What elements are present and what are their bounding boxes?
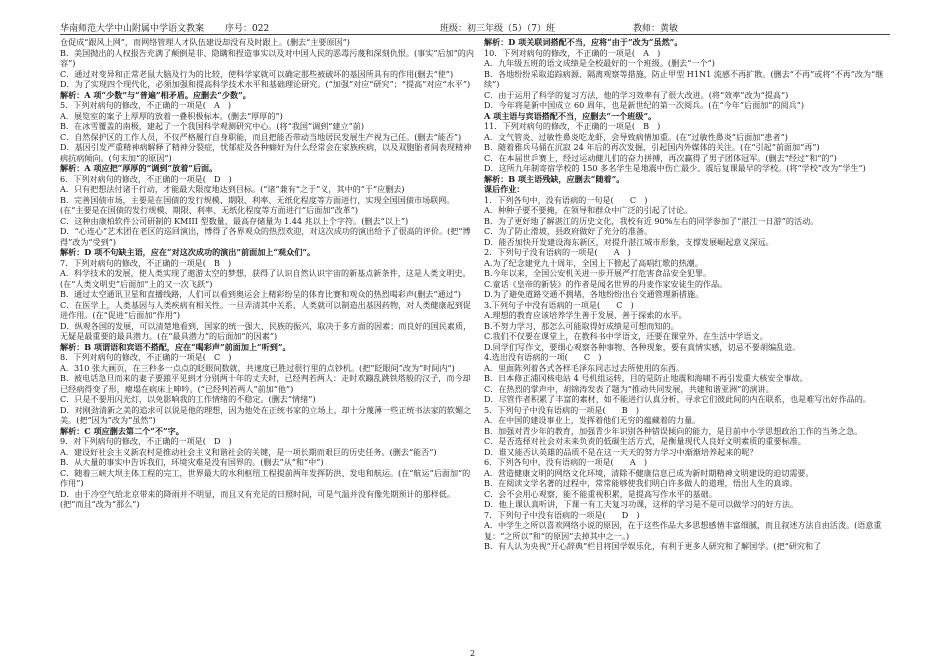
analysis-line: 解析：D 项不句缺主语，应在“对这次成功的演出”前面加上“观众们”。 bbox=[60, 247, 316, 257]
text-line: D．“心连心”艺术团在老区的巡回演出，博得了各界观众的热烈欢迎，对这次成功的演出给予了很高的评价。(把“博得”改为“受到”) bbox=[60, 226, 471, 247]
text-line: B．被电话急旦而来的妻子要踉平见到才分别两十年的丈夫时，已经判若两人：走时欢蹦乱跳铁塔般的汉子，而今却已经病得变了形，瘪塌在病床上呻吟。(“已经判若两人”前加“他”) bbox=[60, 373, 471, 394]
text-line: A．营造健康文明的网络文化环境，清除不健康信息已成为新时期精神文明建设的迫切需要。 bbox=[484, 467, 814, 478]
text-line: 2．下列句子没有语病的一项是( A ) bbox=[484, 247, 631, 257]
text-line: 9．对下列病句的修改，不正确的一项是( D ) bbox=[60, 436, 232, 446]
header-serial: 序号：022 bbox=[225, 24, 270, 34]
text-line: 5．下列对病句的修改，不正确的一项是( A ) bbox=[60, 100, 232, 110]
text-line: D．由于冷空气给北京带来的降雨并不明显，而且又有充足的日照时间，可是气温并没有像先期预计的那样低。(把“而且”改为“那么”) bbox=[60, 488, 455, 509]
analysis-line: 解析：A 项“少数”与“普遍”相矛盾。应删去“少数”。 bbox=[60, 89, 251, 100]
text-line: C.我们不仅要在课堂上，在教科书中学语文，还要在课堂外、在生活中学语文。 bbox=[484, 331, 768, 341]
right-column bbox=[484, 37, 898, 552]
page-number: 2 bbox=[470, 649, 476, 658]
left-column bbox=[60, 37, 474, 510]
text-line: B．随着雅兵马俑在沉寂 24 年后的再次发掘，引起国内外媒体的关注。(在“引起”前面加“再”) bbox=[484, 142, 820, 152]
text-line: C．随着三峡大坝主体工程的完工，世界最大的水利枢纽工程提前两年发挥防洪、发电和航运。(在“航运”后面加“的作用”) bbox=[60, 467, 471, 488]
text-line: C．通过对变异和正常老鼠大脑及行为的比较，使科学家就可以确定那些被破坏的基因所具有的作用(删去“使”) bbox=[60, 68, 454, 79]
text-line: B．各地纷纷采取追踪病源、隔离观察等措施，防止甲型 H1N1 流感不再扩散。(删去“不再”或将“不再”改为“继续”) bbox=[484, 68, 884, 89]
text-line: D．这所九年制寄宿学校的 150 多名学生是地震中伤亡最少、震后复课最早的学校。(将“学校”改为“学生”) bbox=[484, 163, 866, 173]
text-line: A.理想的教育应该培养学生善于发展、善于探索的水平。 bbox=[484, 310, 687, 320]
text-line: A．在中国的建设事业上，发挥着他们无穷的蕴藏着的力量。 bbox=[484, 415, 701, 425]
text-line: C．由于运用了科学的复习方法，他的学习效率有了很大改进。(将“效率”改为“提高”) bbox=[484, 89, 789, 100]
text-line: A．展览室的案子上厚厚的放着一叠积极标本。(删去“厚厚的”) bbox=[60, 110, 283, 121]
analysis-line: 解析：A 项应把“厚厚的”调到“放着”后面。 bbox=[60, 163, 218, 173]
header-teacher: 教师：黄敏 bbox=[633, 24, 679, 34]
analysis-line: 课后作业： bbox=[484, 184, 525, 194]
header-class: 班级：初三年级（5）（7）班 bbox=[440, 24, 555, 34]
text-line: A．科学技术的发展，使人类实现了遨游太空的梦想，获得了认识自然认识宇宙的新基点新条件，这是人类文明史。(在“人类文明史”后面加“上的又一次飞跃”) bbox=[60, 268, 471, 289]
text-line: A．种种子要不要掩，在领导和群众中广泛的引起了讨论。 bbox=[484, 205, 693, 215]
analysis-line: A 项主语与宾语搭配不当，应删去“一个班级”。 bbox=[484, 110, 657, 121]
text-line: C．会不会用心观察，能不能重视积累，是提高写作水平的基础。 bbox=[484, 488, 717, 499]
analysis-line: 解析：D 项关联词搭配不当，应将“由于”改为“虽然”。 bbox=[484, 37, 683, 47]
text-line: B．从大量的事实中告诉我们，环境灾难是没有国界的。(删去“从”和“中”) bbox=[60, 457, 324, 467]
text-line: D.为了避免道路交通不拥堵，各地纷纷出台交通管理新措施。 bbox=[484, 289, 704, 299]
text-line: C．在本届世乒赛上，经过运动健儿们的奋力拼搏，再次赢得了男子团体冠军。(删去“经过”和“的”) bbox=[484, 152, 837, 163]
text-line: 1．下列各句中，没有语病的一句是( C ) bbox=[484, 194, 648, 205]
text-line: A.为了纪念建党九十周年，全国上下掀起了高唱红歌的热潮。 bbox=[484, 257, 703, 268]
analysis-line: 解析：C 项应删去第二个“不”字。 bbox=[60, 425, 184, 436]
text-line: 4.选出没有语病的一项( C ) bbox=[484, 352, 602, 362]
text-line: 6．下列对病句的修改，不正确的一项是( D ) bbox=[60, 173, 232, 184]
text-line: 11．下列对病句的修改，不正确的一项是( B ) bbox=[484, 121, 661, 131]
analysis-line: 解析：B 项谓语和宾语不搭配，应在“喝彩声”前面加上“听到”。 bbox=[60, 341, 291, 352]
page-header bbox=[60, 0, 890, 35]
text-line: B．加强对青少年的教育，加强青少年识别各种错误倾向的能力，是目前中小学思想政治工作的当务之急。 bbox=[484, 425, 863, 436]
text-line: A．建设好社会主义新农村是推动社会主义和谐社会的关键，是一项长期而艰巨的历史任务。(删去“能否”) bbox=[60, 446, 437, 457]
text-line: A．九年级五班的语文成绩是全校最好的一个班级。(删去“一个”) bbox=[484, 58, 715, 68]
text-line: B．日本修正浦冈核电站 4 号机组运转，目的是防止地震和海啸不再引发重大核安全事故。 bbox=[484, 373, 808, 383]
text-line: C.童话《皇帝的新装》的作者是闻名世界的丹麦作家安徒生的作品。 bbox=[484, 278, 728, 289]
text-line: A．里面陈列着各式各样毛泽东同志过去所使用的东西。 bbox=[484, 362, 685, 373]
text-line: 7．下列对病句的修改，不正确的一项是( B ) bbox=[60, 257, 232, 268]
text-line: D．尽管作者积累了丰富的素材，如不能进行认真分析，寻求它们彼此间的内在联系，也是难写出好作品的。 bbox=[484, 394, 871, 404]
header-school: 华南师范大学中山附属中学语文教案 bbox=[60, 24, 205, 34]
text-line: B．有人认为央视“开心辞典”栏目将国学娱乐化，有利于更多人研究和了解国学。(把“研究和了 bbox=[484, 541, 822, 551]
text-line: D．他上课认真听讲，下课一有工夫复习功课，这样的学习是不是可以做学习的好方法。 bbox=[484, 499, 799, 509]
text-line: A．只有把想法付诸于行动，才能最大限度地达到目标。(“诸”兼有“之于”义，其中的“于”应删去) bbox=[60, 184, 405, 194]
text-line: B．为了更好地了解湛江的历史文化，我校有近 90%左右的同学参加了“湛江一日游”的活动。 bbox=[484, 215, 819, 226]
text-line: 3.下列句子中没有语病的一项是( C ) bbox=[484, 299, 634, 310]
text-line: C．只是不要用闪光灯，以免影响我的工作情绪的不稳定。(删去“情绪”) bbox=[60, 394, 316, 404]
text-line: D．纵观各国的发展，可以清楚地看到，国家的统一强大、民族的振兴，取决于多方面的因素；而良好的国民素质，无疑是最重要的最具潜力。(在“最具潜力”的后面加“的因素”) bbox=[60, 320, 472, 341]
text-line: 5．下列句子中没有语病的一项是( B ) bbox=[484, 404, 640, 415]
text-line: D．今年将是新中国成立 60 周年，也是新世纪的第一次阅兵。(在“今年”后面加“的阅兵”) bbox=[484, 100, 804, 110]
text-line: B.不努力学习，那怎么可能取得好成绩是可想而知的。 bbox=[484, 320, 679, 331]
text-line: C．这种由康柏软件公司研制的 KMIII 型数量，最高存储量为 1.44 兆以上个字符。(删去“以上”) bbox=[60, 215, 409, 226]
text-line: 10．下列对病句的修改，不正确的一项是( A ) bbox=[484, 47, 661, 58]
text-line: D．基因引发严重精神病解释了精神分裂症，忧郁症及各种癖好为什么经常会在家族疾病，以及双胞胎者间表现精神病抗病倾向。(句末加“的原因”) bbox=[60, 142, 472, 163]
text-line: B．通过太空通讯卫星和直播线路，人们可以看到奥运会上精彩纷呈的体育比赛和观众的热烈喝彩声(删去“通过”) bbox=[60, 289, 461, 299]
text-line: D.同学们写作文，要细心观察各种事物、各种现象，要有真情实感，切忌不要胡编乱造。 bbox=[484, 341, 801, 352]
text-line: B.今年以来，全国公安机关进一步开展严打危害食品安全犯罪。 bbox=[484, 268, 712, 278]
text-line: A．文气管炎、过敏性鼻炎吃龙虾，会导致病情加重。(在“过敏性鼻炎”后面加“患者”) bbox=[484, 131, 788, 142]
text-line: 仓促成“跟风上网”，而网络管理人才队伍建设却没有及时跟上。(删去“主要原因”) bbox=[60, 37, 350, 47]
text-line: C．在热烈的掌声中，胡锦涛发表了题为“推动共同发展，共建和谐亚洲”的演讲。 bbox=[484, 383, 774, 394]
text-line: 8．下列对病句的修改，不正确的一项是( C ) bbox=[60, 352, 232, 362]
text-line: C．在医学上，人类基因与人类疾病有相关性。一旦弄清其中关系，人类就可以制造出基因药物，对人类健康起到促进作用。(在“促进”后面加“作用”) bbox=[60, 299, 471, 320]
text-line: 7．下列句子中没有语病的一项是( D ) bbox=[484, 509, 640, 520]
text-line: B．完善国债市场，主要是在国债的发行规模、期限、利率、无纸化程度等方面进行，实现全国国债市场联网。(在“主要是在国债的发行规模、期限、利率、无纸化程度等方面进行”后面加“改革”) bbox=[60, 194, 455, 215]
text-line: D．能否加快开发建设海东新区，对提升湛江城市形象，支撑发展崛起意义深远。 bbox=[484, 236, 774, 247]
text-line: A．310 张大画页，在三秒多一点点的眨眼间数就，共速度已胜过很行里的点钞机。(把“眨眼间”改为“时间内”) bbox=[60, 362, 455, 373]
text-line: A．中学生之所以喜欢网络小说的原因，在于这些作品大多思想感情丰富细腻，而且叙述方法自由活泼。(语意重复：“之所以”和“的原因”去掉其中之一。) bbox=[484, 520, 882, 541]
text-line: D．为了实现四个现代化，必须加强和提高科学技术水平和基础理论研究。(“加强”对应“研究”；“提高”对应“水平”) bbox=[60, 79, 471, 89]
analysis-line: 解析：B 项主语残缺，应删去“随着”。 bbox=[484, 173, 625, 184]
text-line: B．美国抛出的人权报告充满了颠倒是非、隐瞒和捏造事实以及对中国人民的恶毒污蔑和深刻仇恨。(事实”后加“的内容”) bbox=[60, 47, 474, 68]
text-line: B．在阅读文学名著的过程中，常常能够使我们明白许多做人的道理，悟出人生的真谛。 bbox=[484, 478, 798, 488]
text-line: C．是否选择对社会对未来负责的低碳生活方式，是衡量现代人良好文明素质的重要标准。 bbox=[484, 436, 806, 446]
text-line: D．谁又能否认英雄的品质不是在这一天天的努力学习中渐渐培养起来的呢？ bbox=[484, 446, 758, 457]
text-line: B．在冰雪覆盖的南极，建起了一个我国科学观测研究中心。(将“我国”调到“建立”前) bbox=[60, 121, 365, 131]
text-line: C．为了防止滑坡，县政府做好了充分的准备。 bbox=[484, 226, 653, 236]
text-line: C．自然保护区的工作人员，不仅严格履行自身职能，而且把能否带动当地居民发展生产视为己任。(删去“能否”) bbox=[60, 131, 462, 142]
text-line: D．对刚劲清新之美的追求可以说是他的理想，因为他处在正统书家的立场上，却十分蔑薄一些正统书法家的软媚之美。(把“因为”改为“虽然”) bbox=[60, 404, 472, 425]
text-line: 6．下列各句中，没有语病的一项是( A ) bbox=[484, 457, 647, 467]
